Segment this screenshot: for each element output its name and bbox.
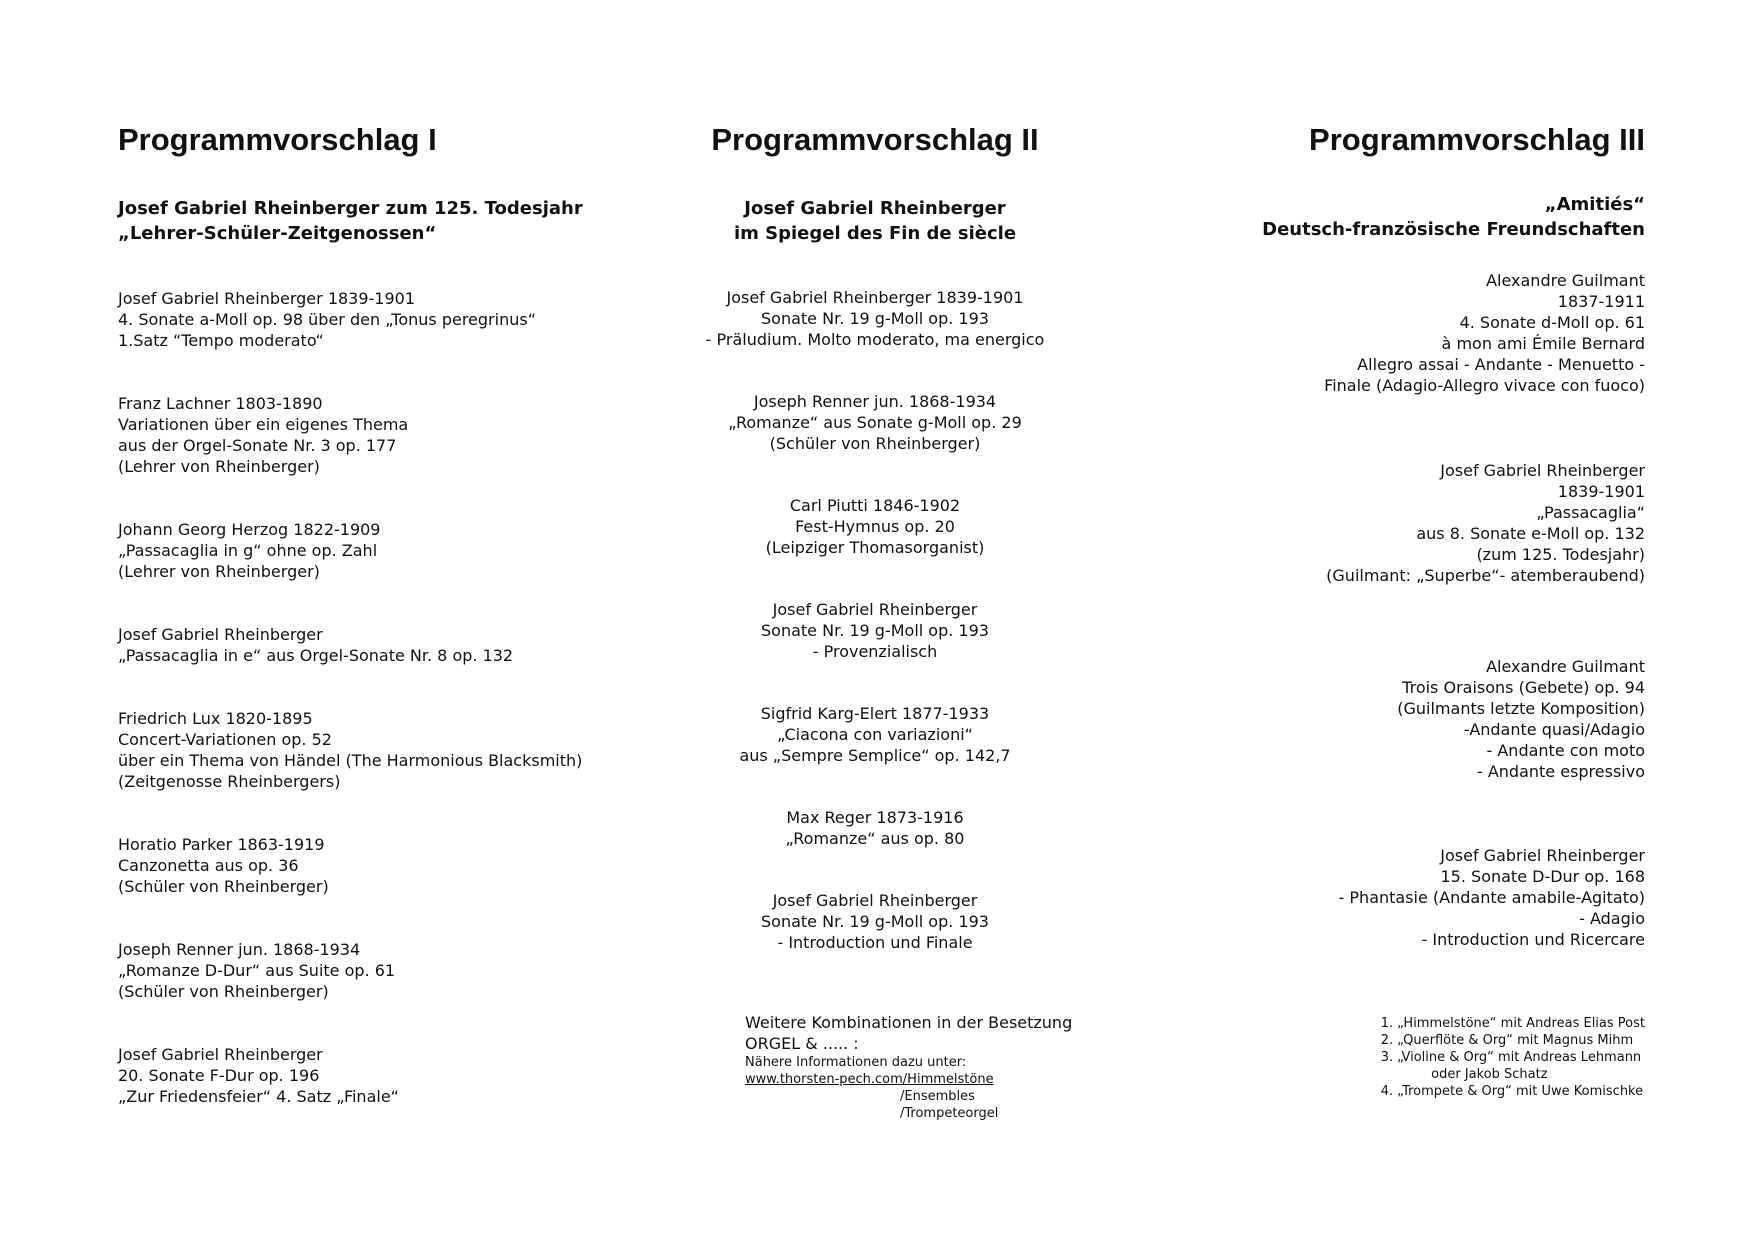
work-line: 4. Sonate d-Moll op. 61 bbox=[1459, 313, 1645, 332]
contact-line: Weitere Kombinationen in der Besetzung bbox=[745, 1013, 1073, 1032]
work-line: Concert-Variationen op. 52 bbox=[118, 730, 332, 749]
work-line: „Passacaglia in e“ aus Orgel-Sonate Nr. 8 op. 132 bbox=[118, 646, 514, 665]
program-heading: Programmvorschlag III bbox=[1309, 122, 1645, 157]
ensemble-line: oder Jakob Schatz bbox=[1431, 1067, 1548, 1082]
program-entry bbox=[118, 939, 638, 1002]
subtitle-line: Deutsch-französische Freundschaften bbox=[1262, 219, 1645, 240]
work-line: 1837-1911 bbox=[1557, 292, 1645, 311]
program-entry bbox=[1150, 460, 1645, 586]
website-path: /Ensembles bbox=[900, 1089, 975, 1104]
program-entry bbox=[1150, 845, 1645, 950]
ensemble-text bbox=[1397, 1083, 1643, 1100]
composer-line: Friedrich Lux 1820-1895 bbox=[118, 709, 313, 728]
program-entry bbox=[690, 495, 1060, 558]
program-entry bbox=[118, 624, 638, 666]
work-line: Variationen über ein eigenes Thema bbox=[118, 415, 409, 434]
ensemble-item bbox=[1376, 1032, 1645, 1049]
work-line: - Introduction und Ricercare bbox=[1421, 930, 1645, 949]
work-line: Trois Oraisons (Gebete) op. 94 bbox=[1402, 678, 1645, 697]
composer-line: Josef Gabriel Rheinberger 1839-1901 bbox=[726, 288, 1024, 307]
work-line: - Präludium. Molto moderato, ma energico bbox=[705, 330, 1045, 349]
program-entries bbox=[690, 287, 1060, 953]
composer-line: Alexandre Guilmant bbox=[1486, 271, 1645, 290]
work-line: 15. Sonate D-Dur op. 168 bbox=[1440, 867, 1645, 886]
composer-line: Josef Gabriel Rheinberger bbox=[118, 625, 323, 644]
program-subtitle bbox=[118, 196, 638, 246]
program-entry bbox=[690, 599, 1060, 662]
ensemble-line: „Himmelstöne“ mit Andreas Elias Post bbox=[1397, 1016, 1645, 1031]
composer-line: Joseph Renner jun. 1868-1934 bbox=[753, 392, 997, 411]
composer-line: Josef Gabriel Rheinberger bbox=[772, 891, 978, 910]
work-line: „Romanze“ aus Sonate g-Moll op. 29 bbox=[728, 413, 1022, 432]
program-entry bbox=[690, 890, 1060, 953]
program-heading: Programmvorschlag I bbox=[118, 122, 437, 157]
program-entry bbox=[690, 703, 1060, 766]
work-line: aus der Orgel-Sonate Nr. 3 op. 177 bbox=[118, 436, 397, 455]
work-line: „Zur Friedensfeier“ 4. Satz „Finale“ bbox=[118, 1087, 399, 1106]
ensemble-line: „Querflöte & Org“ mit Magnus Mihm bbox=[1397, 1033, 1634, 1048]
work-line: (Schüler von Rheinberger) bbox=[118, 982, 329, 1001]
program-entry bbox=[690, 807, 1060, 849]
composer-line: Joseph Renner jun. 1868-1934 bbox=[118, 940, 361, 959]
work-line: Sonate Nr. 19 g-Moll op. 193 bbox=[761, 309, 989, 328]
work-line: (Schüler von Rheinberger) bbox=[769, 434, 981, 453]
work-line: Allegro assai - Andante - Menuetto - bbox=[1357, 355, 1645, 374]
composer-line: Horatio Parker 1863-1919 bbox=[118, 835, 325, 854]
work-line: „Ciacona con variazioni“ bbox=[777, 725, 973, 744]
subtitle-line: „Amitiés“ bbox=[1544, 194, 1645, 215]
subtitle-line: Josef Gabriel Rheinberger zum 125. Todesjahr bbox=[118, 198, 583, 219]
program-entry bbox=[1150, 270, 1645, 396]
subtitle-line: „Lehrer-Schüler-Zeitgenossen“ bbox=[118, 223, 437, 244]
ensemble-item bbox=[1376, 1049, 1645, 1083]
composer-line: Carl Piutti 1846-1902 bbox=[789, 496, 961, 515]
program-subtitle bbox=[1150, 192, 1645, 242]
website-path: /Trompeteorgel bbox=[900, 1106, 999, 1121]
work-line: (Zeitgenosse Rheinbergers) bbox=[118, 772, 341, 791]
composer-line: Josef Gabriel Rheinberger 1839-1901 bbox=[118, 289, 416, 308]
work-line: Sonate Nr. 19 g-Moll op. 193 bbox=[761, 621, 989, 640]
program-entry bbox=[118, 393, 638, 477]
program-entry bbox=[690, 287, 1060, 350]
ensemble-line: „Trompete & Org“ mit Uwe Komischke bbox=[1397, 1084, 1644, 1099]
composer-line: Max Reger 1873-1916 bbox=[786, 808, 964, 827]
work-line: -Andante quasi/Adagio bbox=[1463, 720, 1645, 739]
composer-line: Franz Lachner 1803-1890 bbox=[118, 394, 323, 413]
work-line: Sonate Nr. 19 g-Moll op. 193 bbox=[761, 912, 989, 931]
program-entry bbox=[118, 1044, 638, 1107]
work-line: (Lehrer von Rheinberger) bbox=[118, 457, 320, 476]
work-line: (Schüler von Rheinberger) bbox=[118, 877, 329, 896]
program-entry bbox=[690, 391, 1060, 454]
contact-line: ORGEL & ..... : bbox=[745, 1034, 859, 1053]
composer-line: Johann Georg Herzog 1822-1909 bbox=[118, 520, 381, 539]
website-link[interactable]: www.thorsten-pech.com/Himmelstöne bbox=[745, 1072, 994, 1087]
work-line: 1839-1901 bbox=[1557, 482, 1645, 501]
ensemble-item bbox=[1376, 1083, 1645, 1100]
composer-line: Sigfrid Karg-Elert 1877-1933 bbox=[760, 704, 990, 723]
work-line: „Romanze“ aus op. 80 bbox=[785, 829, 965, 848]
work-line: - Provenzialisch bbox=[812, 642, 938, 661]
work-line: 1.Satz “Tempo moderato“ bbox=[118, 331, 324, 350]
contact-line: Nähere Informationen dazu unter: bbox=[745, 1055, 967, 1070]
composer-line: Josef Gabriel Rheinberger bbox=[1440, 846, 1645, 865]
ensemble-text bbox=[1397, 1032, 1633, 1049]
ensemble-number: 4. bbox=[1380, 1084, 1394, 1099]
work-line: Canzonetta aus op. 36 bbox=[118, 856, 299, 875]
ensemble-text bbox=[1397, 1015, 1645, 1032]
program-entry bbox=[118, 288, 638, 351]
work-line: à mon ami Émile Bernard bbox=[1441, 334, 1645, 353]
program-column-3 bbox=[1150, 118, 1645, 1099]
work-line: „Passacaglia in g“ ohne op. Zahl bbox=[118, 541, 378, 560]
work-line: Finale (Adagio-Allegro vivace con fuoco) bbox=[1324, 376, 1645, 395]
ensemble-text bbox=[1397, 1049, 1641, 1083]
program-column-2 bbox=[690, 118, 1073, 1121]
program-entry bbox=[118, 708, 638, 792]
program-entry bbox=[118, 834, 638, 897]
work-line: „Passacaglia“ bbox=[1536, 503, 1645, 522]
work-line: aus „Sempre Semplice“ op. 142,7 bbox=[739, 746, 1011, 765]
program-subtitle bbox=[690, 196, 1060, 246]
work-line: 20. Sonate F-Dur op. 196 bbox=[118, 1066, 320, 1085]
program-heading: Programmvorschlag II bbox=[711, 122, 1039, 157]
program-entries bbox=[118, 288, 638, 1107]
subtitle-line: Josef Gabriel Rheinberger bbox=[744, 198, 1006, 219]
composer-line: Josef Gabriel Rheinberger bbox=[118, 1045, 323, 1064]
ensemble-item bbox=[1376, 1015, 1645, 1032]
work-line: - Phantasie (Andante amabile-Agitato) bbox=[1338, 888, 1645, 907]
work-line: aus 8. Sonate e-Moll op. 132 bbox=[1416, 524, 1645, 543]
work-line: - Introduction und Finale bbox=[777, 933, 973, 952]
work-line: (Guilmants letzte Komposition) bbox=[1397, 699, 1645, 718]
work-line: über ein Thema von Händel (The Harmonious Blacksmith) bbox=[118, 751, 583, 770]
work-line: - Andante espressivo bbox=[1476, 762, 1645, 781]
subtitle-line: im Spiegel des Fin de siècle bbox=[733, 223, 1017, 244]
ensemble-number: 1. bbox=[1380, 1016, 1394, 1031]
work-line: (Lehrer von Rheinberger) bbox=[118, 562, 320, 581]
work-line: Fest-Hymnus op. 20 bbox=[795, 517, 955, 536]
work-line: 4. Sonate a-Moll op. 98 über den „Tonus peregrinus“ bbox=[118, 310, 536, 329]
ensemble-number: 2. bbox=[1380, 1033, 1394, 1048]
work-line: (zum 125. Todesjahr) bbox=[1476, 545, 1645, 564]
composer-line: Alexandre Guilmant bbox=[1486, 657, 1645, 676]
program-entry bbox=[118, 519, 638, 582]
program-entry bbox=[1150, 656, 1645, 782]
work-line: - Andante con moto bbox=[1486, 741, 1645, 760]
composer-line: Josef Gabriel Rheinberger bbox=[772, 600, 978, 619]
program-column-1 bbox=[118, 118, 638, 1107]
ensemble-list bbox=[1376, 1015, 1645, 1100]
work-line: „Romanze D-Dur“ aus Suite op. 61 bbox=[118, 961, 396, 980]
work-line: (Leipziger Thomasorganist) bbox=[765, 538, 985, 557]
ensemble-line: „Violine & Org“ mit Andreas Lehmann bbox=[1397, 1050, 1642, 1065]
work-line: - Adagio bbox=[1579, 909, 1645, 928]
composer-line: Josef Gabriel Rheinberger bbox=[1440, 461, 1645, 480]
program-entries bbox=[1150, 270, 1645, 950]
contact-info bbox=[745, 1012, 1072, 1122]
ensemble-number: 3. bbox=[1380, 1050, 1394, 1065]
work-line: (Guilmant: „Superbe“- atemberaubend) bbox=[1326, 566, 1645, 585]
